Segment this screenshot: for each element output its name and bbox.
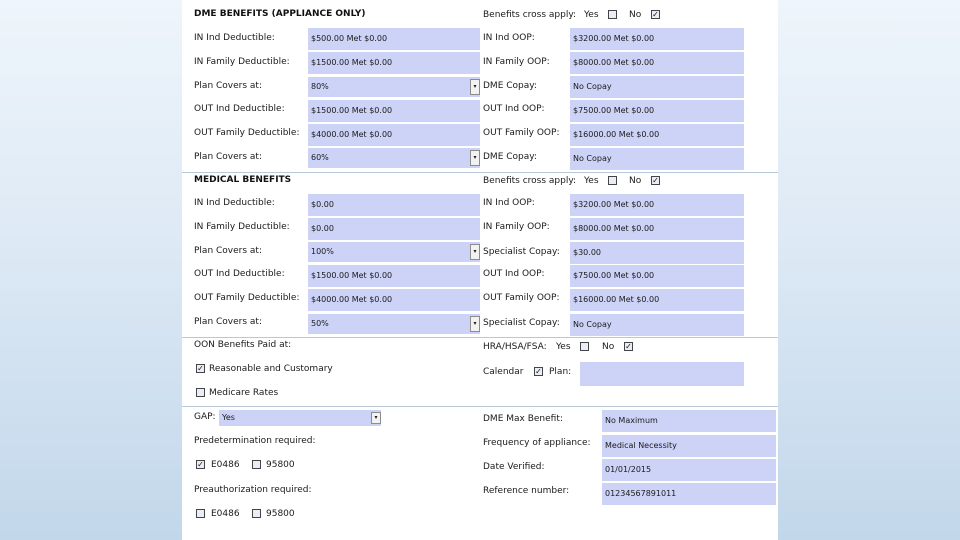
frequency-label: Frequency of appliance:: [483, 438, 591, 448]
dme-out-ind-deductible-label: OUT Ind Deductible:: [194, 104, 285, 114]
frequency-field[interactable]: Medical Necessity: [602, 435, 776, 457]
gap-dropdown[interactable]: [219, 410, 381, 426]
check-icon: ✓: [652, 176, 659, 185]
medical-in-family-deductible-field[interactable]: $0.00: [308, 218, 480, 240]
dme-in-ind-deductible-label: IN Ind Deductible:: [194, 33, 275, 43]
medical-cross-apply-yes-checkbox[interactable]: [608, 176, 617, 185]
dme-out-ind-deductible-field[interactable]: $1500.00 Met $0.00: [308, 100, 480, 122]
medical-cross-apply-yes-label: Yes: [584, 176, 599, 186]
check-icon: ✓: [535, 367, 542, 376]
dme-in-family-deductible-field[interactable]: $1500.00 Met $0.00: [308, 52, 480, 74]
section-divider: [182, 406, 778, 407]
gap-value: Yes: [222, 413, 235, 422]
dme-out-ind-oop-label: OUT Ind OOP:: [483, 104, 545, 114]
medical-in-ind-deductible-field[interactable]: $0.00: [308, 194, 480, 216]
oon-benefits-label: OON Benefits Paid at:: [194, 340, 292, 350]
check-icon: ✓: [197, 364, 204, 373]
dme-out-family-deductible-label: OUT Family Deductible:: [194, 128, 300, 138]
check-icon: ✓: [652, 10, 659, 19]
medical-section-title: MEDICAL BENEFITS: [194, 175, 292, 185]
gap-label: GAP:: [194, 412, 216, 422]
dme-plan-covers-out-value: 60%: [311, 153, 329, 162]
medical-plan-covers-out-label: Plan Covers at:: [194, 317, 262, 327]
calendar-label: Calendar: [483, 367, 524, 377]
medical-plan-covers-in-label: Plan Covers at:: [194, 246, 262, 256]
medicare-rates-checkbox[interactable]: [196, 388, 205, 397]
dme-out-family-deductible-field[interactable]: $4000.00 Met $0.00: [308, 124, 480, 146]
check-icon: ✓: [197, 460, 204, 469]
medical-in-ind-deductible-label: IN Ind Deductible:: [194, 198, 275, 208]
chevron-down-icon[interactable]: ▾: [470, 244, 480, 260]
dme-plan-covers-in-value: 80%: [311, 82, 329, 91]
section-divider: [182, 337, 778, 338]
medical-copay-in-field[interactable]: $30.00: [570, 242, 744, 264]
dme-copay-out-field[interactable]: No Copay: [570, 148, 744, 170]
dme-in-ind-oop-field[interactable]: $3200.00 Met $0.00: [570, 28, 744, 50]
dme-cross-apply-yes-checkbox[interactable]: [608, 10, 617, 19]
dme-in-ind-deductible-field[interactable]: $500.00 Met $0.00: [308, 28, 480, 50]
dme-cross-apply-no-label: No: [629, 10, 642, 20]
medical-plan-covers-in-value: 100%: [311, 247, 334, 256]
medical-cross-apply-label: Benefits cross apply:: [483, 176, 577, 186]
hra-label: HRA/HSA/FSA:: [483, 342, 547, 352]
medical-out-family-oop-label: OUT Family OOP:: [483, 293, 560, 303]
dme-out-family-oop-field[interactable]: $16000.00 Met $0.00: [570, 124, 744, 146]
reference-number-label: Reference number:: [483, 486, 570, 496]
medical-plan-covers-in-dropdown[interactable]: [308, 242, 480, 262]
hra-no-label: No: [602, 342, 615, 352]
medical-copay-in-label: Specialist Copay:: [483, 247, 560, 257]
dme-max-benefit-field[interactable]: No Maximum: [602, 410, 776, 432]
preauthorization-label: Preauthorization required:: [194, 485, 312, 495]
medical-copay-out-label: Specialist Copay:: [483, 318, 560, 328]
preauthorization-code1-label: E0486: [211, 509, 240, 519]
dme-plan-covers-out-dropdown[interactable]: [308, 148, 480, 168]
medical-cross-apply-no-checkbox[interactable]: [651, 176, 660, 185]
chevron-down-icon[interactable]: ▾: [371, 412, 381, 424]
medical-cross-apply-no-label: No: [629, 176, 642, 186]
dme-cross-apply-label: Benefits cross apply:: [483, 10, 577, 20]
dme-plan-covers-in-dropdown[interactable]: [308, 77, 480, 97]
calendar-checkbox[interactable]: [534, 367, 543, 376]
medical-copay-out-field[interactable]: No Copay: [570, 314, 744, 336]
dme-copay-out-label: DME Copay:: [483, 152, 537, 162]
dme-max-benefit-label: DME Max Benefit:: [483, 414, 563, 424]
predetermination-code1-checkbox[interactable]: [196, 460, 205, 469]
predetermination-code1-label: E0486: [211, 460, 240, 470]
predetermination-code2-label: 95800: [266, 460, 295, 470]
hra-yes-checkbox[interactable]: [580, 342, 589, 351]
medical-out-ind-oop-label: OUT Ind OOP:: [483, 269, 545, 279]
dme-section-title: DME BENEFITS (APPLIANCE ONLY): [194, 9, 366, 19]
date-verified-field[interactable]: 01/01/2015: [602, 459, 776, 481]
medical-out-ind-deductible-field[interactable]: $1500.00 Met $0.00: [308, 265, 480, 287]
section-divider: [182, 172, 778, 173]
reasonable-customary-checkbox[interactable]: [196, 364, 205, 373]
dme-cross-apply-no-checkbox[interactable]: [651, 10, 660, 19]
chevron-down-icon[interactable]: ▾: [470, 316, 480, 332]
plan-year-field[interactable]: [580, 362, 744, 386]
predetermination-code2-checkbox[interactable]: [252, 460, 261, 469]
dme-out-family-oop-label: OUT Family OOP:: [483, 128, 560, 138]
medical-in-ind-oop-label: IN Ind OOP:: [483, 198, 535, 208]
preauthorization-code2-checkbox[interactable]: [252, 509, 261, 518]
reasonable-customary-label: Reasonable and Customary: [209, 364, 333, 374]
medical-in-family-oop-label: IN Family OOP:: [483, 222, 550, 232]
predetermination-label: Predetermination required:: [194, 436, 316, 446]
medical-plan-covers-out-value: 50%: [311, 319, 329, 328]
medical-in-family-oop-field[interactable]: $8000.00 Met $0.00: [570, 218, 744, 240]
dme-in-family-oop-label: IN Family OOP:: [483, 57, 550, 67]
chevron-down-icon[interactable]: ▾: [470, 79, 480, 95]
dme-plan-covers-out-label: Plan Covers at:: [194, 152, 262, 162]
dme-copay-in-label: DME Copay:: [483, 81, 537, 91]
dme-in-family-oop-field[interactable]: $8000.00 Met $0.00: [570, 52, 744, 74]
dme-out-ind-oop-field[interactable]: $7500.00 Met $0.00: [570, 100, 744, 122]
medical-out-ind-oop-field[interactable]: $7500.00 Met $0.00: [570, 265, 744, 287]
dme-in-ind-oop-label: IN Ind OOP:: [483, 33, 535, 43]
medical-in-ind-oop-field[interactable]: $3200.00 Met $0.00: [570, 194, 744, 216]
medical-out-family-deductible-field[interactable]: $4000.00 Met $0.00: [308, 289, 480, 311]
preauthorization-code1-checkbox[interactable]: [196, 509, 205, 518]
medical-plan-covers-out-dropdown[interactable]: [308, 314, 480, 334]
dme-in-family-deductible-label: IN Family Deductible:: [194, 57, 290, 67]
dme-cross-apply-yes-label: Yes: [584, 10, 599, 20]
chevron-down-icon[interactable]: ▾: [470, 150, 480, 166]
medicare-rates-label: Medicare Rates: [209, 388, 279, 398]
plan-year-label: Plan:: [549, 367, 572, 377]
medical-out-family-oop-field[interactable]: $16000.00 Met $0.00: [570, 289, 744, 311]
dme-copay-in-field[interactable]: No Copay: [570, 76, 744, 98]
dme-plan-covers-in-label: Plan Covers at:: [194, 81, 262, 91]
hra-yes-label: Yes: [556, 342, 571, 352]
preauthorization-code2-label: 95800: [266, 509, 295, 519]
medical-in-family-deductible-label: IN Family Deductible:: [194, 222, 290, 232]
date-verified-label: Date Verified:: [483, 462, 545, 472]
hra-no-checkbox[interactable]: [624, 342, 633, 351]
medical-out-ind-deductible-label: OUT Ind Deductible:: [194, 269, 285, 279]
check-icon: ✓: [625, 342, 632, 351]
reference-number-field[interactable]: 01234567891011: [602, 483, 776, 505]
medical-out-family-deductible-label: OUT Family Deductible:: [194, 293, 300, 303]
